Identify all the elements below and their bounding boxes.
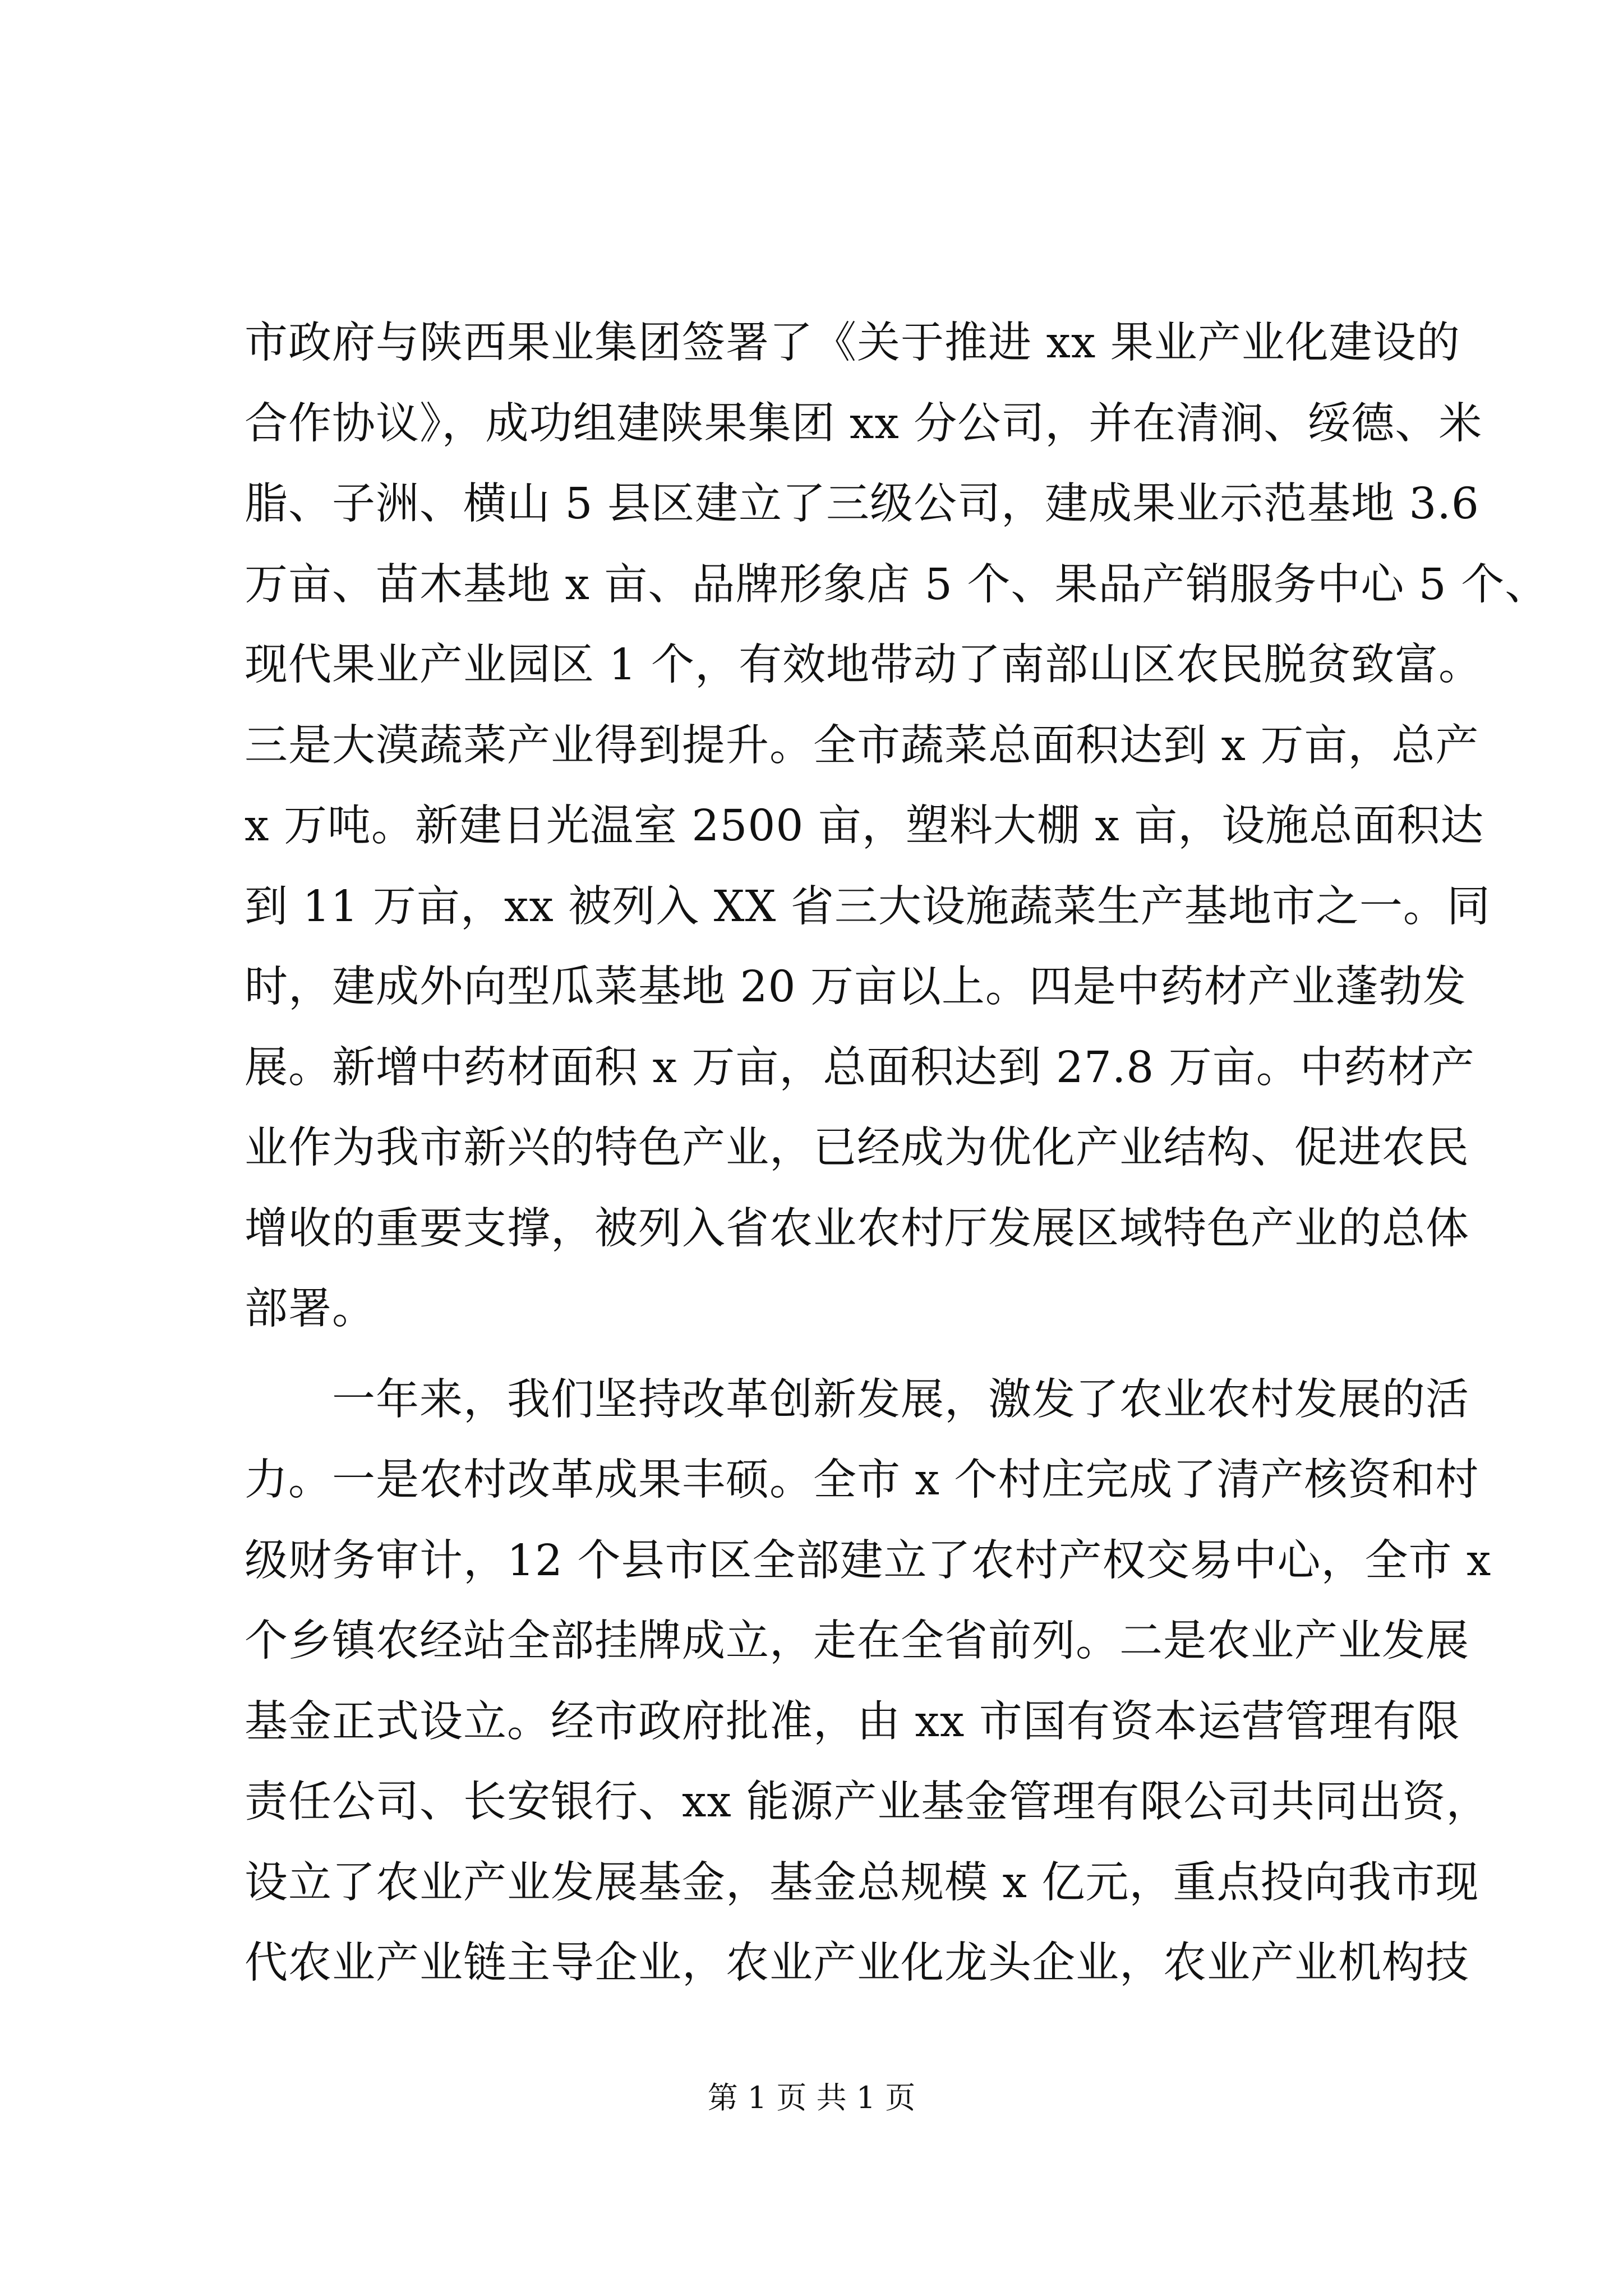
text-line: 增收的重要支撑，被列入省农业农村厅发展区域特色产业的总体 [245,1203,1469,1254]
text-line: 脂、子洲、横山 5 县区建立了三级公司，建成果业示范基地 3.6 [245,479,1479,529]
text-line: 基金正式设立。经市政府批准，由 xx 市国有资本运营管理有限 [245,1696,1460,1747]
paragraph-spacer [245,1350,1400,1360]
text-line: 三是大漠蔬菜产业得到提升。全市蔬菜总面积达到 x 万亩，总产 [245,720,1479,771]
text-line: 力。一是农村改革成果丰硕。全市 x 个村庄完成了清产核资和村 [245,1455,1479,1505]
text-line: 时，建成外向型瓜菜基地 20 万亩以上。四是中药材产业蓬勃发 [245,962,1467,1012]
text-line: 市政府与陕西果业集团签署了《关于推进 xx 果业产业化建设的 [245,318,1460,368]
text-line: 合作协议》，成功组建陕果集团 xx 分公司，并在清涧、绥德、米 [245,398,1483,449]
text-line: 部署。 [245,1284,376,1334]
text-line: 代农业产业链主导企业，农业产业化龙头企业，农业产业机构技 [245,1938,1469,1988]
text-line: 现代果业产业园区 1 个，有效地带动了南部山区农民脱贫致富。 [245,640,1482,690]
text-line: 业作为我市新兴的特色产业，已经成为优化产业结构、促进农民 [245,1123,1469,1173]
paragraph [245,303,1549,1350]
text-line: 设立了农业产业发展基金，基金总规模 x 亿元，重点投向我市现 [245,1857,1479,1908]
text-line: x 万吨。新建日光温室 2500 亩，塑料大棚 x 亩，设施总面积达 [245,801,1484,851]
document-body [245,303,1549,2004]
text-line: 个乡镇农经站全部挂牌成立，走在全省前列。二是农业产业发展 [245,1616,1469,1666]
text-line: 一年来，我们坚持改革创新发展，激发了农业农村发展的活 [245,1374,1469,1425]
paragraph [245,1360,1492,2004]
text-line: 责任公司、长安银行、xx 能源产业基金管理有限公司共同出资， [245,1777,1490,1827]
text-line: 展。新增中药材面积 x 万亩，总面积达到 27.8 万亩。中药材产 [245,1042,1475,1093]
text-line: 万亩、苗木基地 x 亩、品牌形象店 5 个、果品产销服务中心 5 个、 [245,559,1549,610]
text-line: 到 11 万亩，xx 被列入 XX 省三大设施蔬菜生产基地市之一。同 [245,881,1491,932]
page-number-footer: 第 1 页 共 1 页 [707,2080,916,2115]
text-line: 级财务审计，12 个县市区全部建立了农村产权交易中心，全市 x [245,1535,1492,1586]
